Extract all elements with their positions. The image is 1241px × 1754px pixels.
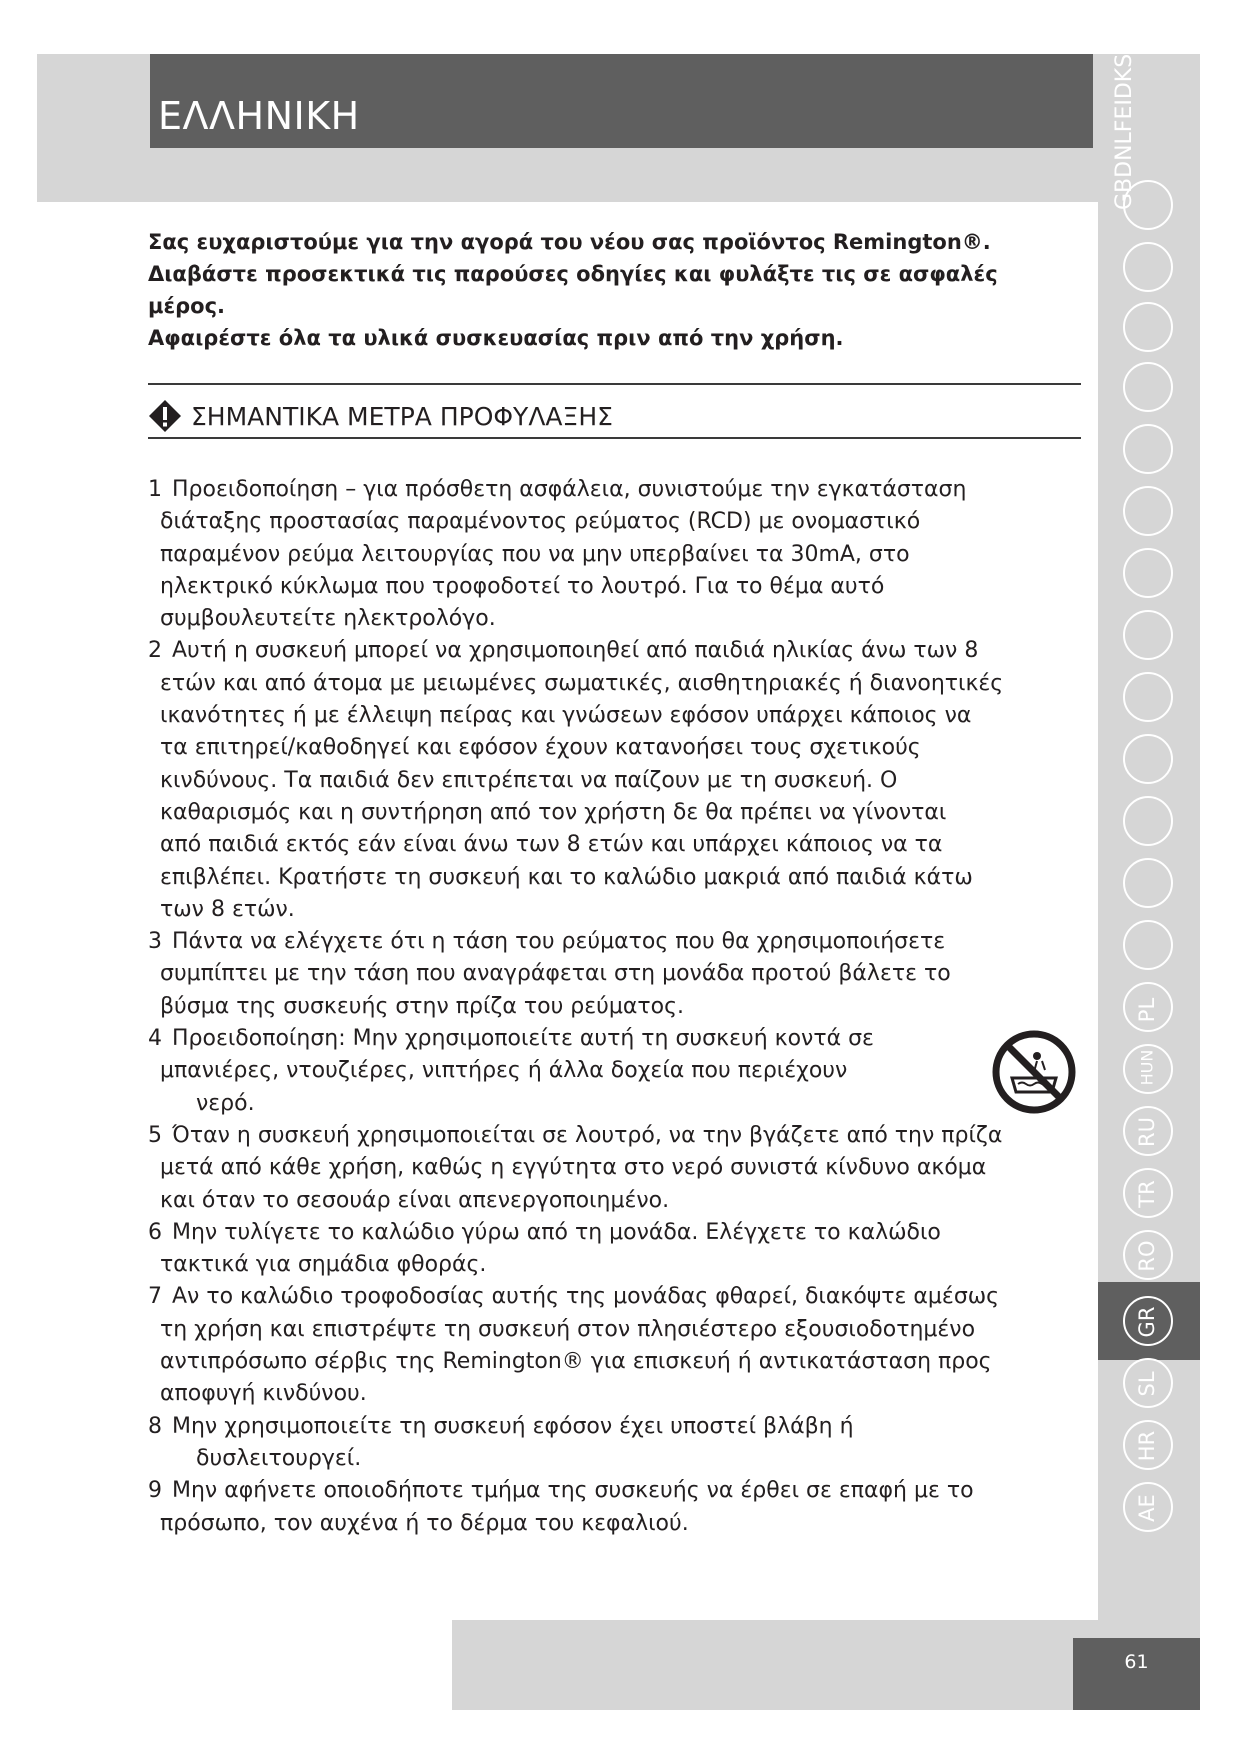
intro-line: Αφαιρέστε όλα τα υλικά συσκευασίας πριν από την χρήση. [148, 326, 844, 350]
tab-gb[interactable] [1123, 180, 1173, 230]
tab-lang[interactable] [1123, 610, 1173, 660]
item-line: Προειδοποίηση: Μην χρησιμοποιείτε αυτή τη συσκευή κοντά σε [172, 1026, 874, 1052]
tab-lang[interactable] [1123, 242, 1173, 292]
list-item [148, 1411, 1028, 1476]
item-line: από παιδιά εκτός εάν είναι άνω των 8 ετών και υπάρχει κάποιος να τα [160, 832, 943, 858]
list-item [148, 1120, 1028, 1217]
list-item [148, 1217, 1028, 1282]
item-number: 7 [148, 1284, 162, 1310]
intro-line: Σας ευχαριστούμε για την αγορά του νέου σας προϊόντος Remington®. [148, 230, 991, 254]
item-line: πρόσωπο, τον αυχένα ή το δέρμα του κεφαλιού. [160, 1510, 689, 1536]
item-line: τα επιτηρεί/καθοδηγεί και εφόσον έχουν κατανοήσει τους σχετικούς [160, 735, 921, 761]
tab-lang[interactable] [1123, 672, 1173, 722]
item-line: Αν το καλώδιο τροφοδοσίας αυτής της μονάδας φθαρεί, διακόψτε αμέσως [172, 1284, 1000, 1310]
item-line: ετών και από άτομα με μειωμένες σωματικές, αισθητηριακές ή διανοητικές [160, 670, 1004, 696]
tab-ro-label: RO [1135, 1240, 1159, 1272]
item-line: διάταξης προστασίας παραμένοντος ρεύματος (RCD) με ονομαστικό [160, 509, 921, 535]
item-line: των 8 ετών. [160, 896, 295, 922]
tab-lang[interactable] [1123, 734, 1173, 784]
section-heading [148, 396, 613, 436]
warning-icon [148, 399, 182, 433]
page-title: ΕΛΛΗΝΙΚΗ [158, 94, 360, 138]
list-item [148, 1023, 1028, 1120]
tab-pl-label: PL [1135, 997, 1159, 1023]
list-item [148, 1475, 1028, 1540]
intro-line: μέρος. [148, 294, 226, 318]
item-line: Πάντα να ελέγχετε ότι η τάση του ρεύματος που θα χρησιμοποιήσετε [172, 929, 946, 955]
item-line: κινδύνους. Τα παιδιά δεν επιτρέπεται να παίζουν με τη συσκευή. Ο [160, 767, 898, 793]
item-line: δυσλειτουργεί. [196, 1445, 362, 1471]
language-strip-label: GBDNLFEIDKS [1112, 53, 1137, 210]
item-line: βύσμα της συσκευής στην πρίζα του ρεύματος. [160, 993, 685, 1019]
list-item [148, 474, 1028, 635]
item-number: 2 [148, 638, 162, 664]
item-line: συμβουλευτείτε ηλεκτρολόγο. [160, 606, 496, 632]
item-line: ηλεκτρικό κύκλωμα που τροφοδοτεί το λουτρό. Για το θέμα αυτό [160, 573, 885, 599]
item-line: αποφυγή κινδύνου. [160, 1381, 367, 1407]
item-line: τακτικά για σημάδια φθοράς. [160, 1252, 487, 1278]
item-line: μετά από κάθε χρήση, καθώς η εγγύτητα στο νερό συνιστά κίνδυνο ακόμα [160, 1155, 987, 1181]
tab-lang[interactable] [1123, 486, 1173, 536]
tab-sl-label: SL [1135, 1371, 1159, 1397]
item-line: Όταν η συσκευή χρησιμοποιείται σε λουτρό, να την βγάζετε από την πρίζα [172, 1122, 1003, 1148]
safety-list [148, 474, 1028, 1540]
item-line: ικανότητες ή με έλλειψη πείρας και γνώσεων εφόσον υπάρχει κάποιος να [160, 703, 972, 729]
tab-hun-label: HUN [1137, 1049, 1157, 1086]
heading-rule-top [148, 383, 1081, 385]
intro-line: Διαβάστε προσεκτικά τις παρούσες οδηγίες και φυλάξτε τις σε ασφαλές [148, 262, 998, 286]
item-number: 3 [148, 929, 162, 955]
tab-lang[interactable] [1123, 424, 1173, 474]
item-line: Αυτή η συσκευή μπορεί να χρησιμοποιηθεί από παιδιά ηλικίας άνω των 8 [172, 638, 979, 664]
tab-ru-label: RU [1135, 1117, 1159, 1147]
tab-lang[interactable] [1123, 796, 1173, 846]
item-line: και όταν το σεσουάρ είναι απενεργοποιημένο. [160, 1187, 670, 1213]
item-line: παραμένον ρεύμα λειτουργίας που να μην υπερβαίνει τα 30mA, στο [160, 541, 910, 567]
item-number: 1 [148, 477, 162, 502]
item-number: 9 [148, 1478, 162, 1504]
no-bathtub-icon [990, 1028, 1078, 1116]
tab-tr-label: TR [1135, 1180, 1159, 1208]
item-line: τη χρήση και επιστρέψτε τη συσκευή στον πλησιέστερο εξουσιοδοτημένο [160, 1316, 976, 1342]
item-line: αντιπρόσωπο σέρβις της Remington® για επισκευή ή αντικατάσταση προς [160, 1349, 992, 1375]
heading-rule-bottom [148, 437, 1081, 439]
list-item [148, 926, 1028, 1023]
item-line: μπανιέρες, ντουζιέρες, νιπτήρες ή άλλα δοχεία που περιέχουν [160, 1058, 848, 1084]
item-number: 8 [148, 1413, 162, 1439]
tab-gr-label: GR [1135, 1306, 1159, 1338]
tab-hr-label: HR [1135, 1430, 1159, 1462]
item-line: Μην τυλίγετε το καλώδιο γύρω από τη μονάδα. Ελέγχετε το καλώδιο [172, 1219, 941, 1245]
tab-ae-label: AE [1135, 1494, 1159, 1522]
item-line: Μην αφήνετε οποιοδήποτε τμήμα της συσκευής να έρθει σε επαφή με το [172, 1478, 974, 1504]
item-line: νερό. [196, 1090, 255, 1116]
item-number: 5 [148, 1122, 162, 1148]
tab-lang[interactable] [1123, 920, 1173, 970]
list-item [148, 1281, 1028, 1410]
section-heading-text: ΣΗΜΑΝΤΙΚΑ ΜΕΤΡΑ ΠΡΟΦΥΛΑΞΗΣ [191, 401, 613, 431]
item-line: καθαρισμός και η συντήρηση από τον χρήστη δε θα πρέπει να γίνονται [160, 799, 947, 825]
page-number-box [1073, 1638, 1200, 1710]
item-number: 4 [148, 1026, 162, 1052]
item-number: 6 [148, 1219, 162, 1245]
tab-lang[interactable] [1123, 362, 1173, 412]
tab-lang[interactable] [1123, 548, 1173, 598]
item-line: Προειδοποίηση – για πρόσθετη ασφάλεια, συνιστούμε την εγκατάσταση [172, 477, 967, 502]
list-item [148, 635, 1028, 926]
tab-lang[interactable] [1123, 302, 1173, 352]
intro-text [148, 226, 1008, 354]
tab-lang[interactable] [1123, 858, 1173, 908]
item-line: συμπίπτει με την τάση που αναγράφεται στη μονάδα προτού βάλετε το [160, 961, 951, 987]
item-line: Μην χρησιμοποιείτε τη συσκευή εφόσον έχει υποστεί βλάβη ή [172, 1413, 854, 1439]
language-tabs [1110, 54, 1188, 1594]
page-number: 61 [1124, 1651, 1149, 1673]
item-line: επιβλέπει. Κρατήστε τη συσκευή και το καλώδιο μακριά από παιδιά κάτω [160, 864, 973, 890]
